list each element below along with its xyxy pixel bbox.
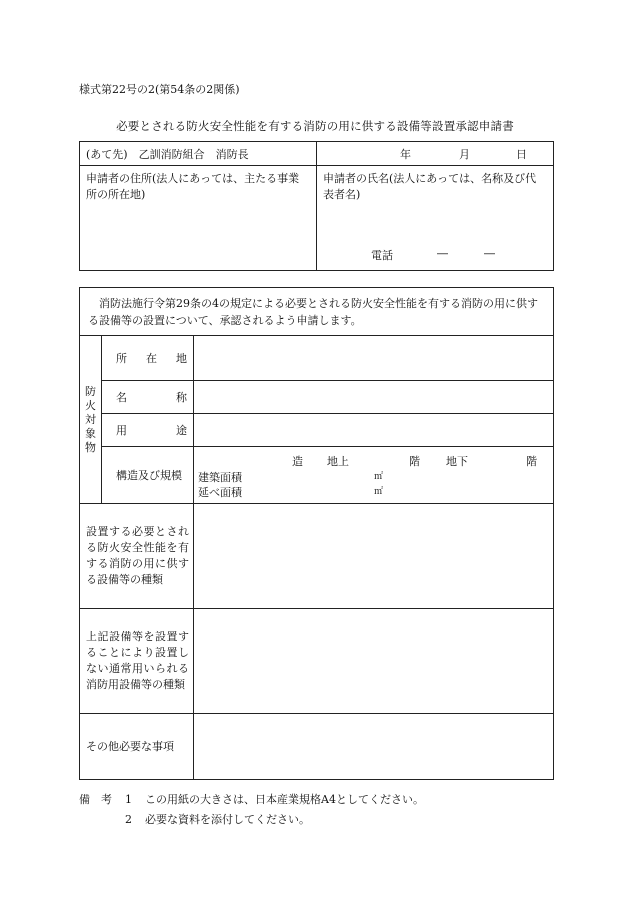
equipment-type-label: 設置する必要とされる防火安全性能を有する消防の用に供する設備等の種類 <box>86 525 189 586</box>
name-char-2: 称 <box>176 391 187 404</box>
date-day: 日 <box>516 147 527 161</box>
phone-separator-1: ― <box>437 247 448 260</box>
date-cell <box>317 142 554 166</box>
phone-label: 電話 <box>371 249 393 262</box>
note-2-number: 2 <box>125 813 132 826</box>
location-label <box>102 350 193 366</box>
use-label-cell <box>102 414 194 447</box>
fire-object-group-cell <box>80 336 102 504</box>
location-char-1: 所 <box>116 352 127 365</box>
structure-label-cell <box>102 447 194 504</box>
applicant-name-label: 申請者の氏名(法人にあっては、名称及び代表者名) <box>323 172 537 201</box>
floor-area-unit: ㎡ <box>374 487 384 497</box>
location-char-2: 在 <box>146 352 157 365</box>
structure-floor-1: 階 <box>409 455 420 468</box>
floor-area-label: 延べ面積 <box>198 486 242 499</box>
location-char-3: 地 <box>176 352 187 365</box>
equipment-type-label-cell <box>80 504 194 609</box>
application-detail-table <box>79 287 554 780</box>
use-value-cell[interactable] <box>194 414 554 447</box>
form-number: 様式第22号の2(第54条の2関係) <box>79 83 240 96</box>
intro-text: 消防法施行令第29条の4の規定による必要とされる防火安全性能を有する消防の用に供する設備等の設置について、承認されるよう申請します。 <box>88 297 538 327</box>
location-label-cell <box>102 336 194 381</box>
structure-label: 構造及び規模 <box>116 469 182 482</box>
structure-below-ground: 地下 <box>446 455 468 468</box>
notes <box>79 790 424 830</box>
structure-value-cell[interactable] <box>194 447 554 504</box>
name-label-cell <box>102 381 194 414</box>
building-area-label: 建築面積 <box>198 471 242 484</box>
other-label-cell <box>80 714 194 780</box>
applicant-name-cell[interactable] <box>317 166 554 271</box>
other-label: その他必要な事項 <box>86 739 174 753</box>
replaced-type-label: 上記設備等を設置することにより設置しない通常用いられる消防用設備等の種類 <box>86 630 189 691</box>
note-1-text: この用紙の大きさは、日本産業規格A4としてください。 <box>145 793 424 806</box>
use-char-1: 用 <box>116 424 127 437</box>
fire-object-group-label: 防火対象物 <box>85 384 96 454</box>
structure-above-ground: 地上 <box>327 455 349 468</box>
addressee-cell <box>80 142 317 166</box>
notes-label: 備 考 <box>79 793 112 806</box>
note-2-text: 必要な資料を添付してください。 <box>145 813 310 826</box>
document-title: 必要とされる防火安全性能を有する消防の用に供する設備等設置承認申請書 <box>116 119 514 133</box>
equipment-type-value-cell[interactable] <box>194 504 554 609</box>
date-year: 年 <box>400 147 411 161</box>
note-1-number: 1 <box>125 793 132 806</box>
date-month: 月 <box>459 147 470 161</box>
addressee-text: (あて先) 乙訓消防組合 消防長 <box>86 147 249 161</box>
name-label <box>102 389 193 405</box>
phone-separator-2: ― <box>484 247 495 260</box>
structure-floor-2: 階 <box>526 455 537 468</box>
applicant-address-label: 申請者の住所(法人にあっては、主たる事業所の所在地) <box>86 172 300 201</box>
replaced-type-value-cell[interactable] <box>194 609 554 714</box>
intro-cell <box>80 288 554 336</box>
name-value-cell[interactable] <box>194 381 554 414</box>
structure-zou: 造 <box>292 455 303 468</box>
other-value-cell[interactable] <box>194 714 554 780</box>
location-value-cell[interactable] <box>194 336 554 381</box>
applicant-address-cell[interactable] <box>80 166 317 271</box>
name-char-1: 名 <box>116 391 127 404</box>
use-char-2: 途 <box>176 424 187 437</box>
building-area-unit: ㎡ <box>374 472 384 482</box>
use-label <box>102 422 193 438</box>
replaced-type-label-cell <box>80 609 194 714</box>
applicant-table <box>79 141 554 271</box>
